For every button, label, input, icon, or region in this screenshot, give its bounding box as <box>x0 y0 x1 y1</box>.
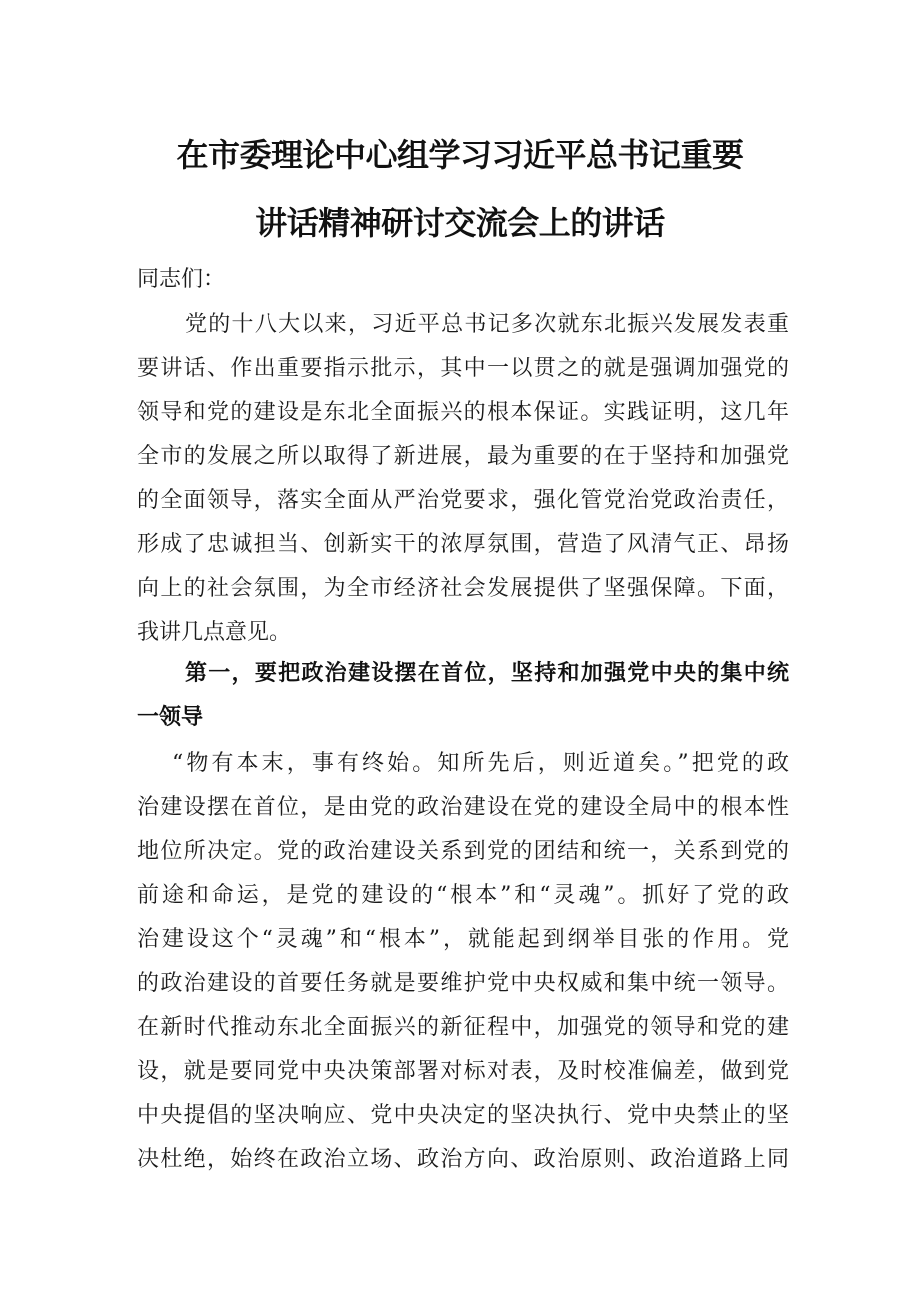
paragraph-line: 的全面领导，落实全面从严治党要求，强化管党治党政治责任， <box>137 488 789 513</box>
paragraph-line: 向上的社会氛围，为全市经济社会发展提供了坚强保障。下面， <box>137 576 789 601</box>
paragraph-line: 设，就是要同党中央决策部署对标对表，及时校准偏差，做到党 <box>137 1059 789 1084</box>
document-title-line-1: 在市委理论中心组学习习近平总书记重要 <box>176 136 744 174</box>
salutation: 同志们： <box>137 267 226 292</box>
paragraph-line: 在新时代推动东北全面振兴的新征程中，加强党的领导和党的建 <box>137 1015 789 1040</box>
paragraph-line: 治建设这个“灵魂”和“根本”，就能起到纲举目张的作用。党 <box>137 927 789 952</box>
document-title-line-2: 讲话精神研讨交流会上的讲话 <box>255 204 665 242</box>
paragraph-line: 全市的发展之所以取得了新进展，最为重要的在于坚持和加强党 <box>137 444 789 469</box>
paragraph-line: “物有本末，事有终始。知所先后，则近道矣。”把党的政 <box>172 751 789 776</box>
paragraph-line: 形成了忠诚担当、创新实干的浓厚氛围，营造了风清气正、昂扬 <box>137 532 789 557</box>
paragraph-line: 前途和命运，是党的建设的“根本”和“灵魂”。抓好了党的政 <box>137 883 789 908</box>
heading-line: 一领导 <box>137 705 204 730</box>
heading-line: 第一，要把政治建设摆在首位，坚持和加强党中央的集中统 <box>185 661 789 686</box>
paragraph-line: 领导和党的建设是东北全面振兴的根本保证。实践证明，这几年 <box>137 400 789 425</box>
paragraph-line: 党的十八大以来，习近平总书记多次就东北振兴发展发表重 <box>185 312 789 337</box>
paragraph-line: 决杜绝，始终在政治立场、政治方向、政治原则、政治道路上同 <box>137 1147 789 1172</box>
paragraph-line: 的政治建设的首要任务就是要维护党中央权威和集中统一领导。 <box>137 971 789 996</box>
paragraph-line: 我讲几点意见。 <box>137 620 292 645</box>
paragraph-line: 中央提倡的坚决响应、党中央决定的坚决执行、党中央禁止的坚 <box>137 1103 789 1128</box>
paragraph-line: 要讲话、作出重要指示批示，其中一以贯之的就是强调加强党的 <box>137 356 789 381</box>
paragraph-line: 治建设摆在首位，是由党的政治建设在党的建设全局中的根本性 <box>137 795 789 820</box>
paragraph-line: 地位所决定。党的政治建设关系到党的团结和统一，关系到党的 <box>137 839 789 864</box>
